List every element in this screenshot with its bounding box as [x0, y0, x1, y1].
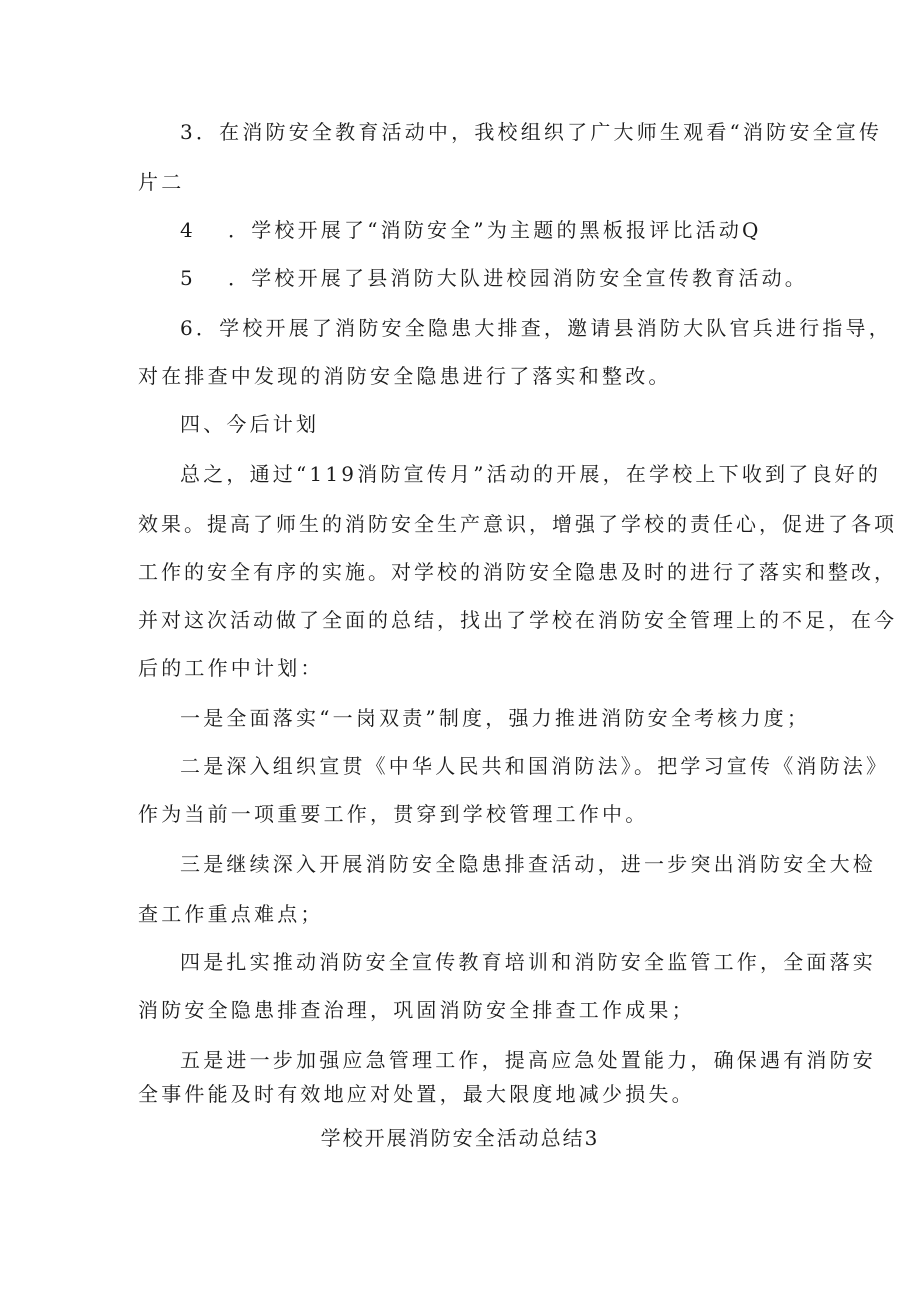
summary-line3: 工作的安全有序的实施。对学校的消防安全隐患及时的进行了落实和整改， [138, 560, 897, 584]
plan4-line2: 消防安全隐患排查治理，巩固消防安全排查工作成果； [138, 998, 695, 1022]
item4-number: 4 [180, 218, 196, 242]
item5-text: ．学校开展了县消防大队进校园消防安全宣传教育活动。 [228, 266, 808, 290]
plan3-line2: 查工作重点难点； [138, 902, 324, 926]
item3-line2: 片二 [138, 170, 185, 194]
plan1-line: 一是全面落实“一岗双责”制度，强力推进消防安全考核力度； [180, 706, 811, 730]
item4-text: ．学校开展了“消防安全”为主题的黑板报评比活动Q [228, 218, 762, 242]
item6-line1: 6．学校开展了消防安全隐患大排查，邀请县消防大队官兵进行指导， [180, 316, 892, 340]
summary-line4: 并对这次活动做了全面的总结，找出了学校在消防安全管理上的不足，在今 [138, 608, 897, 632]
item6-line2: 对在排查中发现的消防安全隐患进行了落实和整改。 [138, 364, 672, 388]
section4-heading: 四、今后计划 [180, 412, 320, 436]
plan2-line2: 作为当前一项重要工作，贯穿到学校管理工作中。 [138, 802, 649, 826]
item5-line [180, 266, 808, 290]
plan5-line1: 五是进一步加强应急管理工作，提高应急处置能力，确保遇有消防安 [180, 1048, 876, 1072]
summary-line2: 效果。提高了师生的消防安全生产意识，增强了学校的责任心，促进了各项 [138, 512, 897, 536]
plan3-line1: 三是继续深入开展消防安全隐患排查活动，进一步突出消防安全大检 [180, 852, 876, 876]
next-section-title: 学校开展消防安全活动总结3 [320, 1126, 600, 1150]
plan5-line2: 全事件能及时有效地应对处置，最大限度地减少损失。 [138, 1082, 695, 1106]
plan2-line1: 二是深入组织宣贯《中华人民共和国消防法》。把学习宣传《消防法》 [180, 754, 890, 778]
summary-line5: 后的工作中计划： [138, 656, 324, 680]
item3-line1: 3．在消防安全教育活动中，我校组织了广大师生观看“消防安全宣传 [180, 120, 883, 144]
item5-number: 5 [180, 266, 196, 290]
plan4-line1: 四是扎实推动消防安全宣传教育培训和消防安全监管工作，全面落实 [180, 950, 876, 974]
item4-line [180, 218, 762, 242]
summary-line1: 总之，通过“119消防宣传月”活动的开展，在学校上下收到了良好的 [180, 462, 882, 486]
